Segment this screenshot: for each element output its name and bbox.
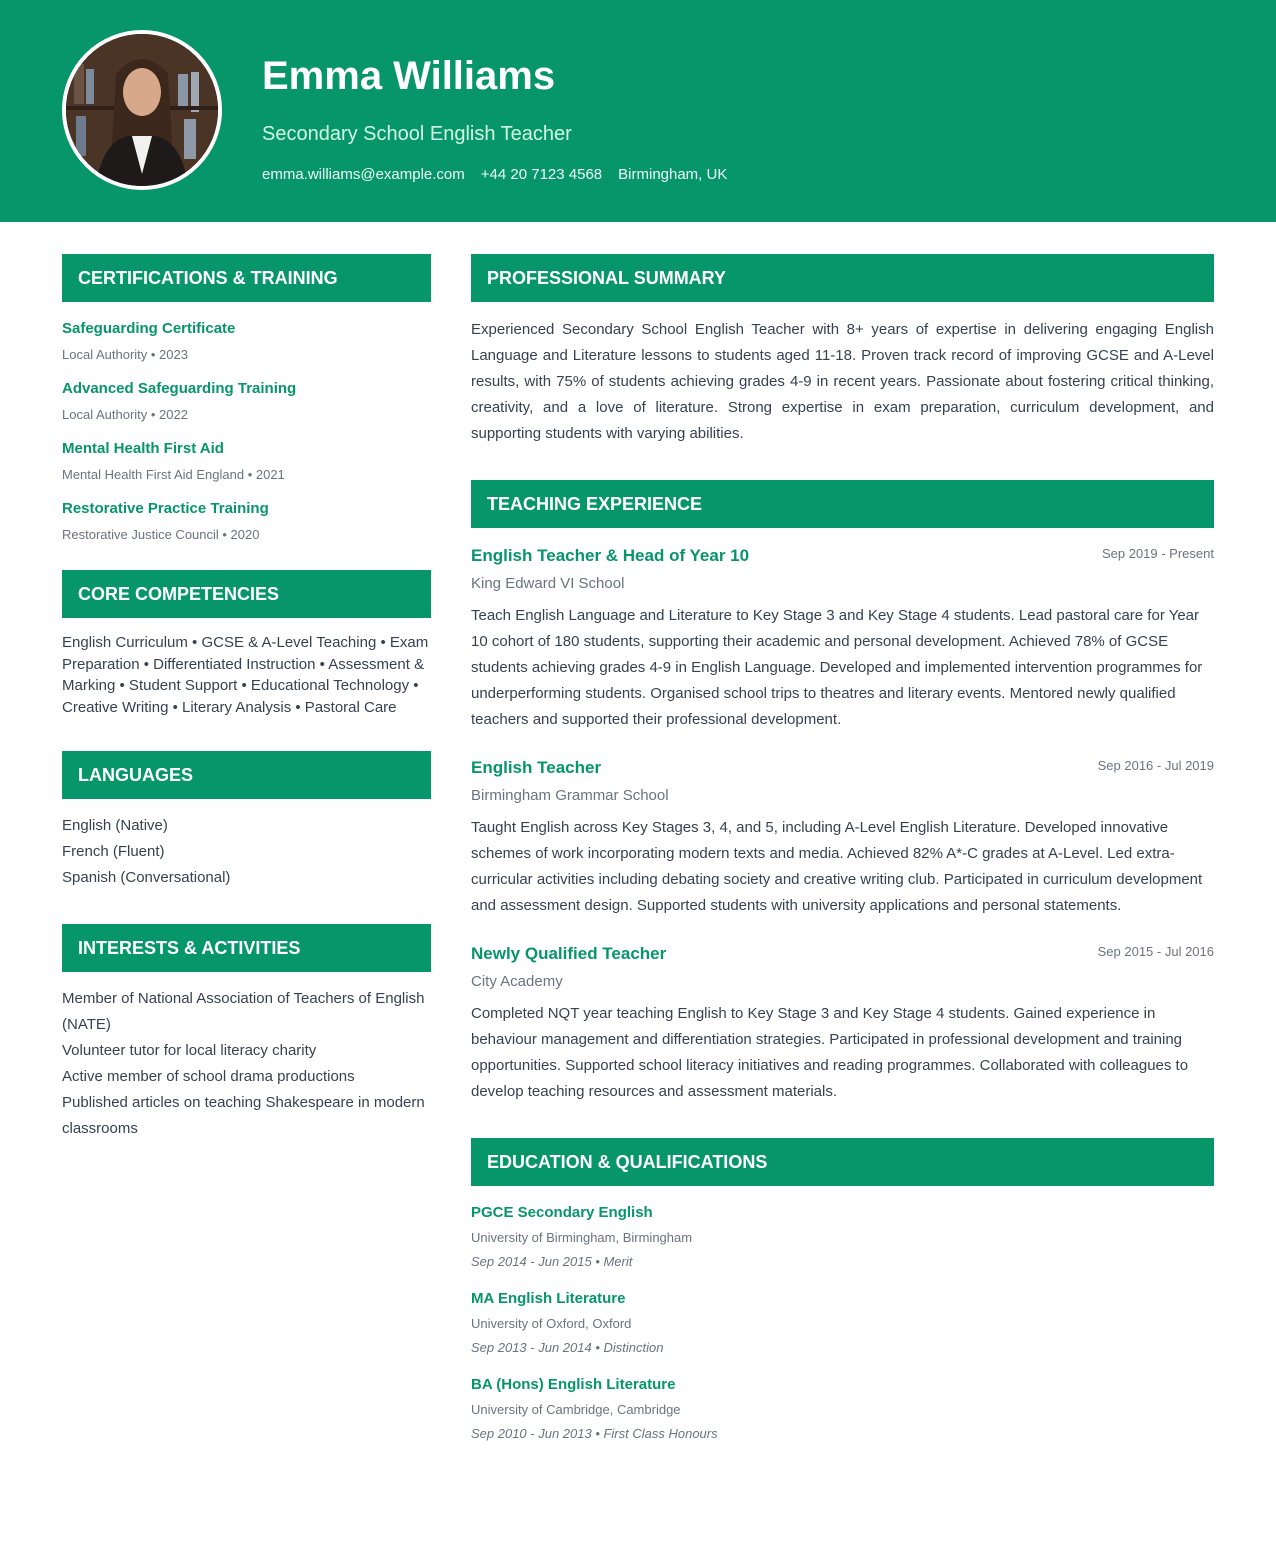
job-description: Teach English Language and Literature to Key Stage 3 and Key Stage 4 students. Lead pastoral care for Year 10 cohort of 180 students, supporting their academic and personal development. Achieved 78% of GCSE students achieving grades 4-9 in English Language. Developed and implemented intervention programmes for underperforming students. Organised school trips to theatres and literary events. Mentored newly qualified teachers and supported their professional development. xyxy=(471,607,1203,728)
portrait-image xyxy=(66,34,218,186)
candidate-title: Secondary School English Teacher xyxy=(262,123,572,145)
cert-item xyxy=(62,319,431,364)
cert-meta: Local Authority • 2023 xyxy=(62,347,188,362)
interest-item: Published articles on teaching Shakespeare in modern classrooms xyxy=(62,1094,425,1137)
job-entry xyxy=(471,943,1214,1105)
competencies-section xyxy=(62,570,431,718)
section-heading: CORE COMPETENCIES xyxy=(62,570,431,618)
job-entry xyxy=(471,545,1214,733)
cert-item xyxy=(62,379,431,424)
cert-title: Restorative Practice Training xyxy=(62,500,269,517)
languages-section xyxy=(62,751,431,891)
education-entry xyxy=(471,1289,1214,1357)
section-heading: LANGUAGES xyxy=(62,751,431,799)
education-entry xyxy=(471,1203,1214,1271)
job-title: English Teacher xyxy=(471,758,602,777)
section-heading: CERTIFICATIONS & TRAINING xyxy=(62,254,431,302)
education-section xyxy=(471,1138,1214,1443)
institution: University of Cambridge, Cambridge xyxy=(471,1402,681,1417)
interests-section xyxy=(62,924,431,1142)
summary-section xyxy=(471,254,1214,447)
job-dates: Sep 2015 - Jul 2016 xyxy=(1097,944,1214,959)
interest-item: Member of National Association of Teachers of English (NATE) xyxy=(62,990,425,1033)
degree-title: MA English Literature xyxy=(471,1290,626,1307)
job-description: Taught English across Key Stages 3, 4, and 5, including A-Level English Literature. Developed innovative schemes of work incorporating modern texts and media. Achieved 82% A*-C grades at A-Level. Led extra-curricular activities including debating society and creative writing club. Participated in curriculum development and assessment design. Supported students with university applications and personal statements. xyxy=(471,819,1203,914)
education-dates-grade: Sep 2013 - Jun 2014 • Distinction xyxy=(471,1340,664,1355)
job-dates: Sep 2019 - Present xyxy=(1101,546,1214,561)
location: Birmingham, UK xyxy=(618,166,728,183)
languages-list xyxy=(62,813,431,891)
education-dates-grade: Sep 2014 - Jun 2015 • Merit xyxy=(471,1254,633,1269)
interest-item: Volunteer tutor for local literacy charity xyxy=(62,1042,317,1059)
institution: University of Oxford, Oxford xyxy=(471,1316,632,1331)
language-item: English (Native) xyxy=(62,817,168,834)
language-item: French (Fluent) xyxy=(62,843,165,860)
job-entry xyxy=(471,757,1214,919)
section-heading: PROFESSIONAL SUMMARY xyxy=(471,254,1214,302)
left-column xyxy=(62,254,431,1142)
section-heading: INTERESTS & ACTIVITIES xyxy=(62,924,431,972)
cert-title: Safeguarding Certificate xyxy=(62,320,236,337)
contact-info xyxy=(262,165,727,185)
summary-text: Experienced Secondary School English Teacher with 8+ years of expertise in delivering engaging English Language and Literature lessons to students aged 11-18. Proven track record of improving GCSE and A-Level results, with 75% of students achieving grades 4-9 in recent years. Passionate about fostering critical thinking, creativity, and a love of literature. Strong expertise in exam preparation, curriculum development, and supporting students with varying abilities. xyxy=(471,321,1214,442)
cert-title: Advanced Safeguarding Training xyxy=(62,380,297,397)
job-organization: Birmingham Grammar School xyxy=(471,787,669,804)
degree-title: BA (Hons) English Literature xyxy=(471,1376,676,1393)
resume-header xyxy=(0,0,1276,222)
experience-section xyxy=(471,480,1214,1105)
interest-item: Active member of school drama productions xyxy=(62,1068,355,1085)
language-item: Spanish (Conversational) xyxy=(62,869,231,886)
cert-title: Mental Health First Aid xyxy=(62,440,224,457)
job-description: Completed NQT year teaching English to Key Stage 3 and Key Stage 4 students. Gained experience in behaviour management and differentiation strategies. Participated in professional development and training opportunities. Supported school literacy initiatives and reading programmes. Collaborated with colleagues to develop teaching resources and assessment materials. xyxy=(471,1005,1189,1100)
job-organization: King Edward VI School xyxy=(471,575,625,592)
profile-photo xyxy=(62,30,222,190)
candidate-name: Emma Williams xyxy=(262,54,556,98)
cert-meta: Restorative Justice Council • 2020 xyxy=(62,527,260,542)
degree-title: PGCE Secondary English xyxy=(471,1204,653,1221)
education-entry xyxy=(471,1375,1214,1443)
cert-meta: Local Authority • 2022 xyxy=(62,407,188,422)
job-organization: City Academy xyxy=(471,973,563,990)
job-dates: Sep 2016 - Jul 2019 xyxy=(1097,758,1214,773)
interests-list xyxy=(62,986,431,1142)
institution: University of Birmingham, Birmingham xyxy=(471,1230,693,1245)
cert-item xyxy=(62,439,431,484)
certifications-section xyxy=(62,254,431,544)
section-heading: EDUCATION & QUALIFICATIONS xyxy=(471,1138,1214,1186)
cert-meta: Mental Health First Aid England • 2021 xyxy=(62,467,285,482)
job-title: English Teacher & Head of Year 10 xyxy=(471,546,750,565)
job-title: Newly Qualified Teacher xyxy=(471,944,667,963)
section-heading: TEACHING EXPERIENCE xyxy=(471,480,1214,528)
education-dates-grade: Sep 2010 - Jun 2013 • First Class Honours xyxy=(471,1426,718,1441)
competencies-text: English Curriculum • GCSE & A-Level Teaching • Exam Preparation • Differentiated Instruction • Assessment & Marking • Student Support • Educational Technology • Creative Writing • Literary Analysis • Pastoral Care xyxy=(62,634,429,716)
email-link[interactable]: emma.williams@example.com xyxy=(262,166,465,183)
phone-number[interactable]: +44 20 7123 4568 xyxy=(480,166,603,183)
right-column xyxy=(471,254,1214,1443)
cert-item xyxy=(62,499,431,544)
